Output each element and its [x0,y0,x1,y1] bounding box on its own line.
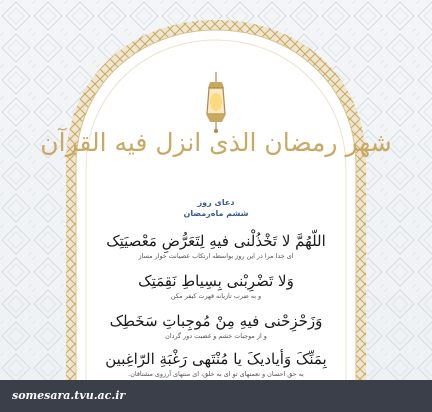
prayer-verse-3 [100,312,332,341]
prayer-verse-arabic: بِمَنِّکَ وَأیادیکَ یا مُنْتَهی رَغْبَةِ الرّاغِبین [105,350,327,368]
ramadan-verse-calligraphy: شهر رمضان الذی انزل فیه القرآن [40,128,392,157]
prayer-verse-translation: و از موجبات خشم و غضبت دور گردان [165,332,267,340]
footer-bar [0,380,432,412]
site-url-link[interactable]: somesara.tvu.ac.ir [12,389,126,402]
prayer-verse-arabic: اللّهُمَّ لا تَخْذُلْنی فیهِ لِتَعَرُّضِ مَعْصیَتِک [106,232,326,250]
prayer-verse-translation: و به ضرب تازیانه قهرت کیفر مکن [170,292,262,300]
prayer-verse-translation: به حق احسان و نعمتهای تو ای به خلق، ای منتهای آرزوی مشتاقان. [128,370,304,378]
lantern-icon [200,72,232,134]
prayer-day-label: ششم ماه‌رمضان [183,209,249,218]
prayer-verse-arabic: وَلا تَضْرِبْنی بِسِیاطِ نَقِمَتِک [138,272,294,290]
prayer-verse-1 [100,232,332,261]
prayer-verse-arabic: وَزَحْزِحْنی فیهِ مِنْ مُوجِباتِ سَخَطِک [109,312,323,330]
prayer-verse-translation: ای خدا مرا در این روز بواسطه ارتکاب عصیانت خوار مساز [138,252,294,260]
prayer-heading: دعای روز [197,198,235,207]
prayer-verse-2 [100,272,332,301]
prayer-verse-4 [100,350,332,379]
